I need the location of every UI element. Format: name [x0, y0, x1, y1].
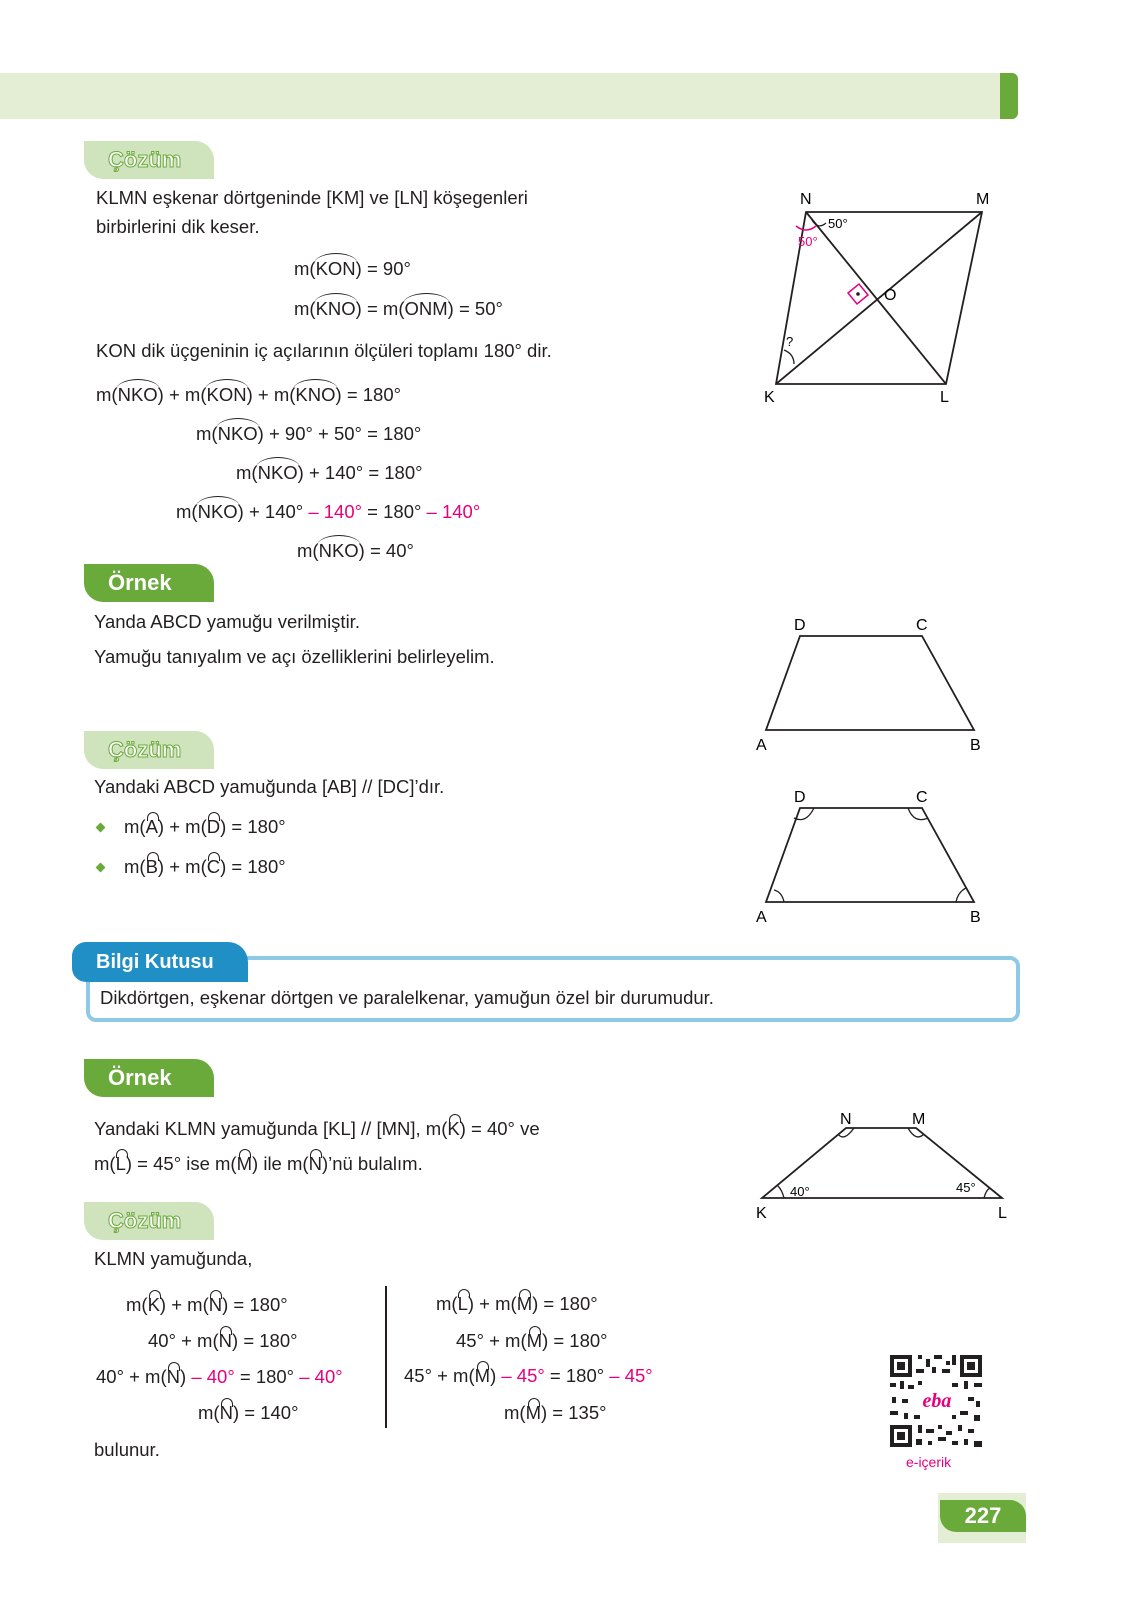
equation: m(NKO) + m(KON) + m(KNO) = 180° [96, 384, 402, 405]
label-B: B [970, 737, 981, 754]
equation: m(N) = 140° [198, 1402, 299, 1423]
page-number: 227 [940, 1500, 1026, 1532]
trapezoid-figure [750, 614, 990, 754]
rhombus-figure [760, 190, 1000, 410]
equation: m(NKO) + 140° = 180° [236, 462, 423, 483]
text-line: KLMN yamuğunda, [94, 1248, 253, 1269]
equation: 45° + m(M) = 180° [456, 1330, 608, 1351]
ornek-badge: Örnek [84, 1059, 214, 1097]
label-N: N [800, 191, 812, 208]
angle-label: 40° [790, 1184, 810, 1199]
label-O: O [884, 287, 897, 304]
info-text: Dikdörtgen, eşkenar dörtgen ve paralelkenar, yamuğun özel bir durumudur. [100, 987, 714, 1008]
klmn-trapezoid-figure [750, 1106, 1020, 1222]
label-N: N [840, 1111, 852, 1128]
label-D: D [794, 789, 806, 806]
equation: m(L) + m(M) = 180° [436, 1293, 598, 1314]
equation: m(NKO) + 90° + 50° = 180° [196, 423, 422, 444]
equation: 40° + m(N) = 180° [148, 1330, 298, 1351]
text-line: bulunur. [94, 1439, 160, 1460]
label-M: M [912, 1111, 926, 1128]
cozum-badge: Çözüm [84, 731, 214, 769]
eba-logo: eba [922, 1390, 952, 1412]
equation: m(NKO) = 40° [297, 540, 414, 561]
text-line: Yamuğu tanıyalım ve açı özelliklerini belirleyelim. [94, 646, 495, 667]
equation: m(NKO) + 140° – 140° = 180° – 140° [176, 501, 481, 522]
cozum-badge: Çözüm [84, 1202, 214, 1240]
text-line: m(L) = 45° ise m(M) ile m(N)’nü bulalım. [94, 1153, 423, 1174]
label-A: A [756, 909, 767, 926]
label-L: L [998, 1205, 1007, 1222]
bilgi-kutusu-badge: Bilgi Kutusu [72, 942, 248, 982]
label-M: M [976, 191, 990, 208]
equation: m(KNO) = m(ONM) = 50° [294, 298, 503, 319]
angle-label: 50° [798, 234, 818, 249]
label-D: D [794, 617, 806, 634]
label-L: L [940, 389, 949, 406]
header-tab [1000, 73, 1018, 119]
unknown-label: ? [786, 334, 794, 349]
text-line: Yandaki KLMN yamuğunda [KL] // [MN], m(K) = 40° ve [94, 1118, 540, 1139]
bullet-icon [96, 863, 106, 873]
cozum-badge: Çözüm [84, 141, 214, 179]
header-band [0, 73, 1015, 119]
label-C: C [916, 617, 928, 634]
equation: m(M) = 135° [504, 1402, 607, 1423]
label-K: K [764, 389, 775, 406]
ornek-badge: Örnek [84, 564, 214, 602]
equation: m(A) + m(D) = 180° [124, 816, 286, 837]
equation: 40° + m(N) – 40° = 180° – 40° [96, 1366, 343, 1387]
trapezoid-angles-figure [750, 786, 990, 926]
label-C: C [916, 789, 928, 806]
text-line: Yanda ABCD yamuğu verilmiştir. [94, 611, 360, 632]
label-A: A [756, 737, 767, 754]
angle-label: 50° [828, 216, 848, 231]
equation: m(K) + m(N) = 180° [126, 1294, 288, 1315]
equation: m(KON) = 90° [294, 258, 411, 279]
text-line: Yandaki ABCD yamuğunda [AB] // [DC]’dır. [94, 776, 445, 797]
text-line: KLMN eşkenar dörtgeninde [KM] ve [LN] köşegenleri [96, 187, 528, 208]
qr-code-icon[interactable] [888, 1353, 984, 1449]
angle-label: 45° [956, 1180, 976, 1195]
bullet-icon [96, 823, 106, 833]
text-line: birbirlerini dik keser. [96, 216, 260, 237]
equation: m(B) + m(C) = 180° [124, 856, 286, 877]
divider [385, 1286, 387, 1428]
qr-caption: e-içerik [906, 1454, 952, 1470]
equation: 45° + m(M) – 45° = 180° – 45° [404, 1365, 653, 1386]
label-B: B [970, 909, 981, 926]
label-K: K [756, 1205, 767, 1222]
text-line: KON dik üçgeninin iç açılarının ölçüleri toplamı 180° dir. [96, 340, 552, 361]
